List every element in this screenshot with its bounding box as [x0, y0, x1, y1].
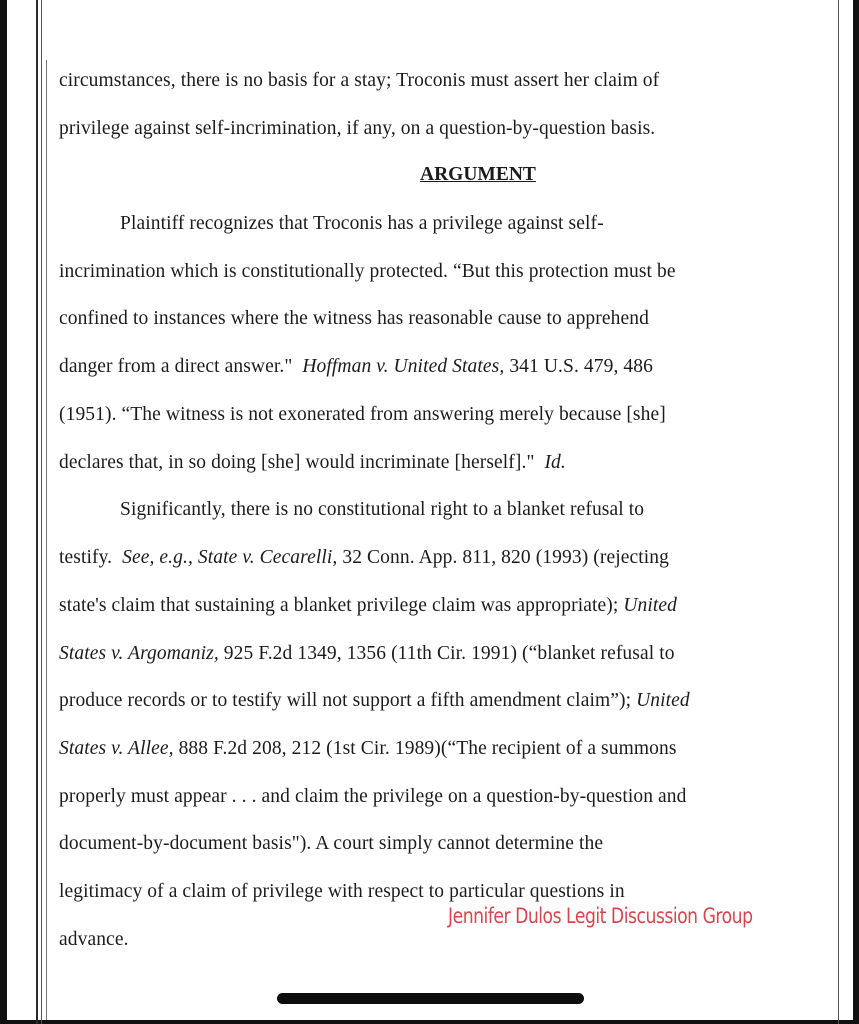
document-text: state's claim that sustaining a blanket privilege claim was appropriate);	[59, 595, 619, 616]
case-citation: Hoffman v. United States,	[302, 356, 505, 377]
case-citation: States v. Allee,	[59, 738, 174, 759]
document-line: privilege against self-incrimination, if any, on a question-by-question basis.	[59, 118, 656, 139]
document-text: declares that, in so doing [she] would incriminate [herself]."	[59, 452, 535, 473]
case-citation: Id.	[544, 452, 566, 473]
section-heading: ARGUMENT	[420, 164, 536, 185]
pleading-margin-rule	[36, 0, 38, 1024]
document-text: 32 Conn. App. 811, 820 (1993) (rejecting	[342, 547, 669, 568]
document-line: confined to instances where the witness has reasonable cause to apprehend	[59, 308, 649, 329]
document-text: danger from a direct answer."	[59, 356, 293, 377]
document-text: 925 F.2d 1349, 1356 (11th Cir. 1991) (“blanket refusal to	[223, 643, 675, 664]
document-line: advance.	[59, 929, 129, 950]
watermark-text: Jennifer Dulos Legit Discussion Group	[448, 904, 753, 928]
document-text: produce records or to testify will not support a fifth amendment claim”);	[59, 690, 632, 711]
document-line	[59, 354, 653, 380]
document-line: properly must appear . . . and claim the privilege on a question-by-question and	[59, 786, 687, 807]
document-line: circumstances, there is no basis for a stay; Troconis must assert her claim of	[59, 70, 660, 91]
document-line	[59, 688, 690, 714]
document-text: testify.	[59, 547, 113, 568]
document-line: incrimination which is constitutionally protected. “But this protection must be	[59, 261, 676, 282]
document-line: Plaintiff recognizes that Troconis has a privilege against self-	[120, 213, 604, 234]
case-citation: States v. Argomaniz,	[59, 643, 219, 664]
case-citation: See, e.g., State v. Cecarelli,	[122, 547, 338, 568]
document-line: Significantly, there is no constitutional right to a blanket refusal to	[120, 499, 645, 520]
document-line: legitimacy of a claim of privilege with respect to particular questions in	[59, 881, 625, 902]
pleading-right-rule	[838, 0, 839, 1024]
screen-frame-bottom	[0, 1020, 859, 1024]
case-citation: United	[636, 690, 690, 711]
home-indicator-bar[interactable]	[277, 993, 584, 1004]
document-line	[59, 641, 675, 667]
pleading-margin-rule	[46, 60, 47, 1020]
screen-frame-right	[853, 0, 859, 1024]
document-line	[59, 736, 677, 762]
document-line: (1951). “The witness is not exonerated from answering merely because [she]	[59, 404, 666, 425]
document-text: 888 F.2d 208, 212 (1st Cir. 1989)(“The recipient of a summons	[178, 738, 677, 759]
document-line: document-by-document basis"). A court simply cannot determine the	[59, 833, 604, 854]
screen-frame-left	[0, 0, 7, 1024]
case-citation: United	[623, 595, 678, 616]
document-line	[59, 593, 677, 619]
document-line	[59, 545, 669, 571]
document-text: 341 U.S. 479, 486	[509, 356, 653, 377]
pleading-margin-rule	[41, 0, 42, 1024]
document-line	[59, 450, 566, 476]
